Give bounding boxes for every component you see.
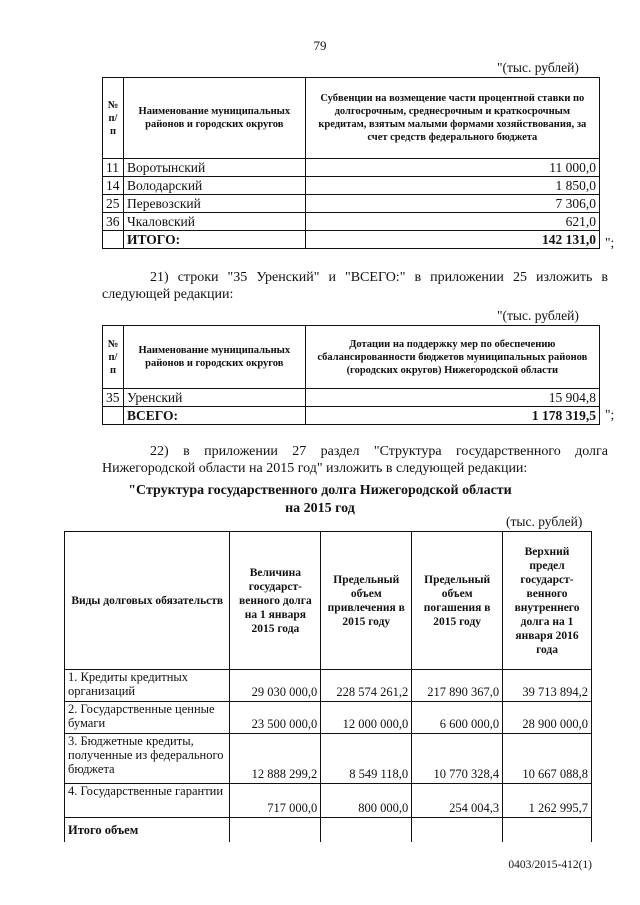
- row-debt-ceiling: 1 262 995,7: [503, 784, 592, 818]
- table2-header-no: № п/п: [103, 326, 124, 389]
- row-debt-start: 12 888 299,2: [230, 734, 321, 784]
- row-value: 1 850,0: [305, 177, 599, 195]
- row-value: 15 904,8: [305, 389, 599, 407]
- row-repayment-limit: 217 890 367,0: [412, 670, 503, 702]
- row-value: 621,0: [305, 213, 599, 231]
- table-row: [103, 195, 600, 213]
- row-debt-start: 29 030 000,0: [230, 670, 321, 702]
- row-name: Володарский: [123, 177, 305, 195]
- total-value: 1 178 319,5: [305, 407, 599, 425]
- table1: [102, 77, 600, 249]
- row-label: 4. Государственные гарантии: [65, 784, 230, 818]
- total-row: [103, 231, 600, 249]
- table2-header-name: Наименование муниципальных районов и городских округов: [123, 326, 305, 389]
- row-label: 2. Государственные ценные бумаги: [65, 702, 230, 734]
- table2: [102, 325, 600, 425]
- row-repayment-limit: 10 770 328,4: [412, 734, 503, 784]
- header-borrowing-limit: Предельный объем привлечения в 2015 году: [321, 532, 412, 670]
- row-value: 11 000,0: [305, 159, 599, 177]
- row-repayment-limit: 254 004,3: [412, 784, 503, 818]
- debt-structure-table: [64, 531, 592, 842]
- row-debt-start: 717 000,0: [230, 784, 321, 818]
- table-row: [65, 670, 592, 702]
- row-repayment-limit: 6 600 000,0: [412, 702, 503, 734]
- total-value: 142 131,0: [305, 231, 599, 249]
- row-debt-ceiling: 10 667 088,8: [503, 734, 592, 784]
- row-borrowing-limit: 12 000 000,0: [321, 702, 412, 734]
- row-no: 25: [103, 195, 124, 213]
- table1-units: "(тыс. рублей): [497, 60, 579, 75]
- table-row: [103, 159, 600, 177]
- header-debt-type: Виды долговых обязательств: [65, 532, 230, 670]
- row-borrowing-limit: 228 574 261,2: [321, 670, 412, 702]
- table-row: [103, 389, 600, 407]
- paragraph-22: 22) в приложении 27 раздел "Структура государственного долга Нижегородской области на 2015 год" изложить в следующей редакции:: [102, 444, 608, 476]
- row-no: 14: [103, 177, 124, 195]
- row-debt-ceiling: 28 900 000,0: [503, 702, 592, 734]
- row-no: 36: [103, 213, 124, 231]
- table2-closing-quote: ";: [605, 407, 615, 422]
- table-row: [65, 818, 592, 842]
- row-borrowing-limit: 8 549 118,0: [321, 734, 412, 784]
- row-value: 7 306,0: [305, 195, 599, 213]
- table-row: [65, 734, 592, 784]
- row-debt-start: 23 500 000,0: [230, 702, 321, 734]
- table1-header-value: Субвенции на возмещение части процентной ставки по долгосрочным, среднесрочным и краткосрочным кредитам, взятым малыми формами хозяйствования, за счет средств федерального бюджета: [305, 78, 599, 159]
- row-label: 1. Кредиты кредитных организаций: [65, 670, 230, 702]
- total-label: ИТОГО:: [123, 231, 305, 249]
- page-number: 79: [313, 38, 327, 53]
- total-label: ВСЕГО:: [123, 407, 305, 425]
- table-row: [103, 177, 600, 195]
- header-repayment-limit: Предельный объем погашения в 2015 году: [412, 532, 503, 670]
- section-title-line1: "Структура государственного долга Нижегородской области: [128, 483, 512, 498]
- header-debt-start: Величина государст-венного долга на 1 января 2015 года: [230, 532, 321, 670]
- table-row: [65, 702, 592, 734]
- table1-header-name: Наименование муниципальных районов и городских округов: [123, 78, 305, 159]
- row-label: 3. Бюджетные кредиты, полученные из федерального бюджета: [65, 734, 230, 784]
- table2-units: "(тыс. рублей): [497, 308, 579, 323]
- table-row: [103, 213, 600, 231]
- row-no: 11: [103, 159, 124, 177]
- paragraph-21: 21) строки "35 Уренский" и "ВСЕГО:" в приложении 25 изложить в следующей редакции:: [102, 270, 608, 302]
- table3-units: (тыс. рублей): [506, 514, 583, 529]
- row-borrowing-limit: 800 000,0: [321, 784, 412, 818]
- section-title-line2: на 2015 год: [285, 501, 355, 516]
- row-name: Чкаловский: [123, 213, 305, 231]
- document-code: 0403/2015-412(1): [508, 859, 592, 871]
- header-debt-ceiling: Верхний предел государст-венного внутреннего долга на 1 января 2016 года: [503, 532, 592, 670]
- row-label: Итого объем: [65, 818, 230, 842]
- row-no: 35: [103, 389, 124, 407]
- table1-closing-quote: ";: [605, 235, 615, 250]
- row-name: Уренский: [123, 389, 305, 407]
- row-debt-ceiling: 39 713 894,2: [503, 670, 592, 702]
- table-row: [65, 784, 592, 818]
- table2-header-value: Дотации на поддержку мер по обеспечению сбалансированности бюджетов муниципальных районов (городских округов) Нижегородской области: [305, 326, 599, 389]
- table1-header-no: № п/п: [103, 78, 124, 159]
- row-name: Воротынский: [123, 159, 305, 177]
- total-row: [103, 407, 600, 425]
- row-name: Перевозский: [123, 195, 305, 213]
